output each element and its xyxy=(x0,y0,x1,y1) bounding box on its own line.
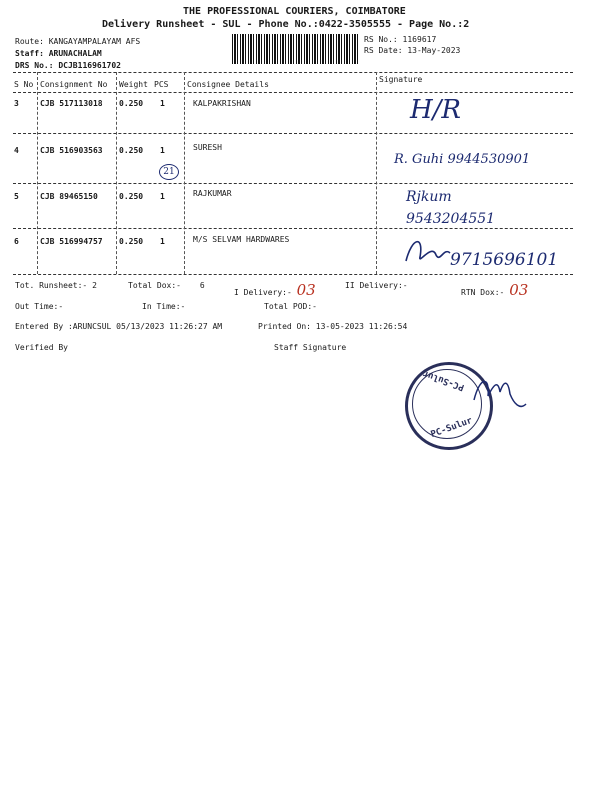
row-sno: 6 xyxy=(14,237,19,246)
column-divider xyxy=(116,72,117,274)
row-weight: 0.250 xyxy=(119,146,144,155)
total-runsheet xyxy=(15,281,97,290)
row-pcs: 1 xyxy=(160,192,165,201)
total-dox-value: 6 xyxy=(199,281,205,290)
out-time-label: Out Time:- xyxy=(15,302,64,311)
table-bottom-rule xyxy=(13,274,573,275)
staff-label: Staff: xyxy=(15,49,44,58)
col-header-consignee: Consignee Details xyxy=(187,80,269,89)
rs-date-line xyxy=(364,46,460,55)
entered-by: Entered By :ARUNCSUL 05/13/2023 11:26:27 AM xyxy=(15,322,223,331)
verified-by: Verified By xyxy=(15,343,68,352)
row-consignee: RAJKUMAR xyxy=(193,189,232,198)
stamp-top-text: PC-Sulur xyxy=(421,367,466,393)
rtn-dox-value: 03 xyxy=(509,281,529,299)
staff-line xyxy=(15,49,102,58)
row-sno: 4 xyxy=(14,146,19,155)
handwritten-circled-note: 21 xyxy=(159,164,179,180)
row-consignee: SURESH xyxy=(193,143,222,152)
drs-line xyxy=(15,61,121,70)
in-time-label: In Time:- xyxy=(142,302,186,311)
route-label: Route: xyxy=(15,37,44,46)
row-consignment: CJB 517113018 xyxy=(40,99,103,108)
row-consignment: CJB 89465150 xyxy=(40,192,98,201)
rs-no-value: 1169617 xyxy=(402,35,437,44)
row-divider xyxy=(13,183,573,184)
company-title: THE PROFESSIONAL COURIERS, COIMBATORE xyxy=(183,6,406,17)
col-header-consignment: Consignment No xyxy=(40,80,108,89)
stamp-bottom-text: PC-Sulur xyxy=(429,415,474,441)
drs-value: DCJB116961702 xyxy=(58,61,121,70)
col-header-sno: S No xyxy=(14,80,34,89)
staff-signature-scribble xyxy=(470,370,530,412)
rs-no-line xyxy=(364,35,436,44)
rs-no-label: RS No.: xyxy=(364,35,398,44)
row-pcs: 1 xyxy=(160,146,165,155)
row-pcs: 1 xyxy=(160,99,165,108)
row-signature: 9715696101 xyxy=(450,250,559,270)
total-runsheet-value: 2 xyxy=(92,281,97,290)
col-header-pcs: PCS xyxy=(154,80,169,89)
row-signature: Rjkum 9543204551 xyxy=(406,189,496,227)
i-delivery xyxy=(234,281,316,299)
total-dox-label: Total Dox:- xyxy=(128,281,181,290)
i-delivery-label: I Delivery:- xyxy=(234,288,292,297)
row-pcs: 1 xyxy=(160,237,165,246)
printed-on: Printed On: 13-05-2023 11:26:54 xyxy=(258,322,408,331)
row-sno: 3 xyxy=(14,99,19,108)
rs-date-label: RS Date: xyxy=(364,46,403,55)
row-sno: 5 xyxy=(14,192,19,201)
rtn-dox xyxy=(461,281,528,299)
column-divider xyxy=(376,72,377,274)
ii-delivery xyxy=(345,281,408,290)
barcode xyxy=(232,34,360,64)
route-value: KANGAYAMPALAYAM AFS xyxy=(48,37,141,46)
total-pod-label: Total POD:- xyxy=(264,302,317,311)
signature-scribble xyxy=(402,233,452,269)
ii-delivery-label: II Delivery:- xyxy=(345,281,408,290)
row-consignment: CJB 516994757 xyxy=(40,237,103,246)
row-consignee: KALPAKRISHAN xyxy=(193,99,251,108)
table-top-rule xyxy=(13,72,573,73)
row-weight: 0.250 xyxy=(119,192,144,201)
rtn-dox-label: RTN Dox:- xyxy=(461,288,505,297)
column-divider xyxy=(37,72,38,274)
drs-label: DRS No.: xyxy=(15,61,54,70)
route-line xyxy=(15,37,140,46)
row-consignee: M/S SELVAM HARDWARES xyxy=(193,235,290,244)
row-divider xyxy=(13,133,573,134)
staff-signature-label: Staff Signature xyxy=(274,343,347,352)
staff-value: ARUNACHALAM xyxy=(48,49,102,58)
row-weight: 0.250 xyxy=(119,237,144,246)
column-divider xyxy=(184,72,185,274)
row-consignment: CJB 516903563 xyxy=(40,146,103,155)
row-weight: 0.250 xyxy=(119,99,144,108)
i-delivery-value: 03 xyxy=(296,281,316,299)
rs-date-value: 13-May-2023 xyxy=(407,46,461,55)
runsheet-subtitle: Delivery Runsheet - SUL - Phone No.:0422-3505555 - Page No.:2 xyxy=(102,19,470,30)
table-header-rule xyxy=(13,92,573,93)
total-dox xyxy=(128,281,205,290)
col-header-weight: Weight xyxy=(119,80,148,89)
col-header-signature: Signature xyxy=(379,75,423,84)
row-signature: H/R xyxy=(410,95,462,125)
total-runsheet-label: Tot. Runsheet:- xyxy=(15,281,88,290)
row-signature: R. Guhi 9944530901 xyxy=(394,152,531,167)
